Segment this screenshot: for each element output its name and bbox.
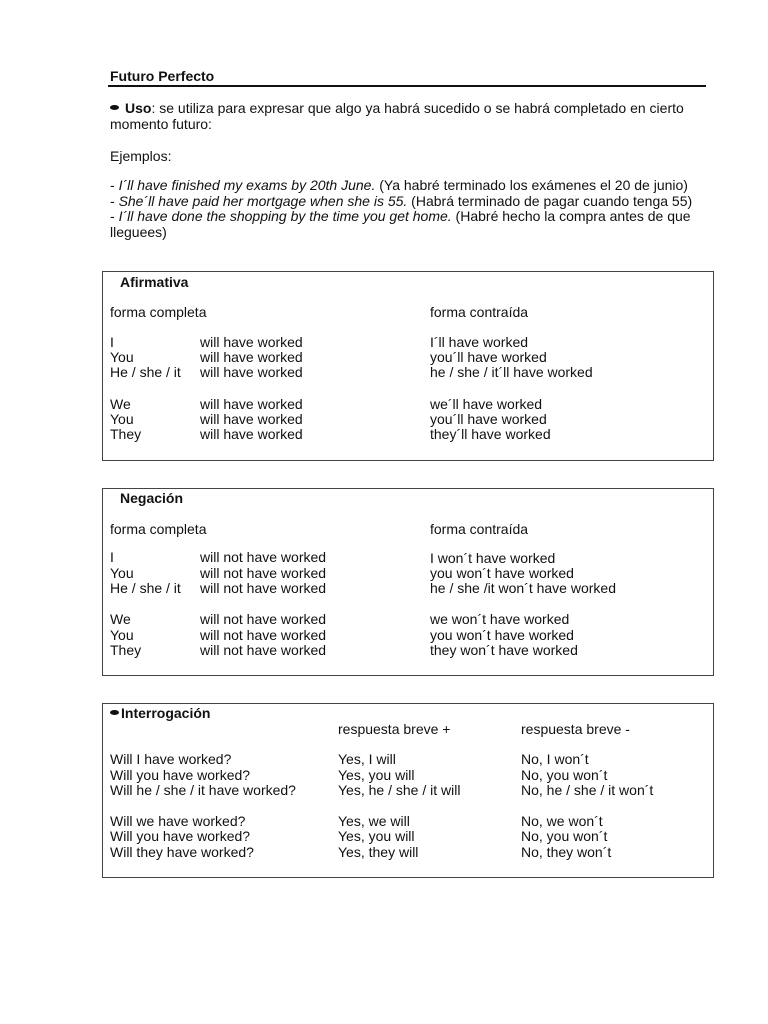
table-cell: You <box>110 565 134 581</box>
bullet-icon <box>110 710 119 715</box>
example-en: I´ll have finished my exams by 20th June. <box>118 177 376 193</box>
table-cell: I <box>110 549 114 565</box>
table-cell: No, they won´t <box>521 844 612 860</box>
table-cell: No, he / she / it won´t <box>521 782 654 798</box>
table-cell: will not have worked <box>200 611 327 627</box>
table-cell: he / she /it won´t have worked <box>430 580 616 596</box>
table-cell: Will I have worked? <box>110 751 232 767</box>
table-cell: No, we won´t <box>521 813 603 829</box>
table-cell: Yes, we will <box>338 813 410 829</box>
table-cell: they´ll have worked <box>430 426 551 442</box>
negacion-col1-header: forma completa <box>110 521 207 537</box>
example-2: - She´ll have paid her mortgage when she is 55. (Habrá terminado de pagar cuando tenga 55) <box>110 193 693 209</box>
table-cell: Will we have worked? <box>110 813 246 829</box>
table-cell: We <box>110 611 131 627</box>
table-cell: will not have worked <box>200 627 327 643</box>
table-cell: They <box>110 426 142 442</box>
example-es: (Ya habré terminado los exámenes el 20 de junio) <box>375 177 688 193</box>
table-cell: he / she / it´ll have worked <box>430 364 593 380</box>
example-es: (Habré hecho la compra antes de que lleguees) <box>110 208 691 240</box>
table-cell: Will they have worked? <box>110 844 254 860</box>
table-cell: He / she / it <box>110 364 181 380</box>
table-cell: We <box>110 396 131 412</box>
table-cell: will not have worked <box>200 642 327 658</box>
table-cell: you won´t have worked <box>430 565 574 581</box>
title-underline <box>108 85 706 87</box>
table-cell: They <box>110 642 142 658</box>
table-cell: You <box>110 627 134 643</box>
table-cell: He / she / it <box>110 580 181 596</box>
afirmativa-box <box>102 271 714 461</box>
table-cell: will have worked <box>200 364 303 380</box>
negacion-box <box>102 488 714 676</box>
table-cell: they won´t have worked <box>430 642 578 658</box>
example-1: - I´ll have finished my exams by 20th June. (Ya habré terminado los exámenes el 20 de junio) <box>110 177 688 193</box>
interrogacion-col2-header: respuesta breve + <box>338 721 451 737</box>
interrogacion-title: Interrogación <box>121 705 211 721</box>
uso-paragraph <box>110 101 710 132</box>
table-cell: will not have worked <box>200 549 327 565</box>
table-cell: Yes, I will <box>338 751 396 767</box>
table-cell: will have worked <box>200 396 303 412</box>
table-cell: we won´t have worked <box>430 611 570 627</box>
example-3: - I´ll have done the shopping by the time you get home. (Habré hecho la compra antes de que lleguees) <box>110 208 691 240</box>
afirmativa-col2-header: forma contraída <box>430 304 529 320</box>
ejemplos-label: Ejemplos: <box>110 148 172 164</box>
interrogacion-col3-header: respuesta breve - <box>521 721 630 737</box>
negacion-col2-header: forma contraída <box>430 521 529 537</box>
page-title: Futuro Perfecto <box>110 68 215 84</box>
table-cell: Yes, you will <box>338 767 415 783</box>
table-cell: Yes, he / she / it will <box>338 782 461 798</box>
table-cell: I won´t have worked <box>430 550 556 566</box>
table-cell: will have worked <box>200 334 303 350</box>
table-cell: you won´t have worked <box>430 627 574 643</box>
table-cell: I <box>110 334 114 350</box>
table-cell: will have worked <box>200 411 303 427</box>
table-cell: will not have worked <box>200 580 327 596</box>
example-en: She´ll have paid her mortgage when she is 55. <box>118 193 408 209</box>
example-en: I´ll have done the shopping by the time you get home. <box>118 208 452 224</box>
table-cell: will have worked <box>200 426 303 442</box>
table-cell: You <box>110 411 134 427</box>
example-es: (Habrá terminado de pagar cuando tenga 55) <box>407 193 693 209</box>
table-cell: Will he / she / it have worked? <box>110 782 296 798</box>
table-cell: No, you won´t <box>521 828 608 844</box>
interrogacion-title-row <box>110 705 210 721</box>
table-cell: You <box>110 349 134 365</box>
table-cell: we´ll have worked <box>430 396 543 412</box>
uso-text: : se utiliza para expresar que algo ya habrá sucedido o se habrá completado en cierto momento futuro: <box>110 100 684 132</box>
bullet-icon <box>110 105 119 110</box>
afirmativa-title: Afirmativa <box>120 274 189 290</box>
table-cell: you´ll have worked <box>430 411 547 427</box>
table-cell: Yes, you will <box>338 828 415 844</box>
table-cell: Will you have worked? <box>110 767 251 783</box>
table-cell: you´ll have worked <box>430 349 547 365</box>
table-cell: I´ll have worked <box>430 334 529 350</box>
table-cell: Will you have worked? <box>110 828 251 844</box>
table-cell: No, you won´t <box>521 767 608 783</box>
afirmativa-col1-header: forma completa <box>110 304 207 320</box>
table-cell: will not have worked <box>200 565 327 581</box>
uso-label: Uso <box>125 100 152 116</box>
table-cell: Yes, they will <box>338 844 419 860</box>
table-cell: will have worked <box>200 349 303 365</box>
table-cell: No, I won´t <box>521 751 589 767</box>
negacion-title: Negación <box>120 490 184 506</box>
